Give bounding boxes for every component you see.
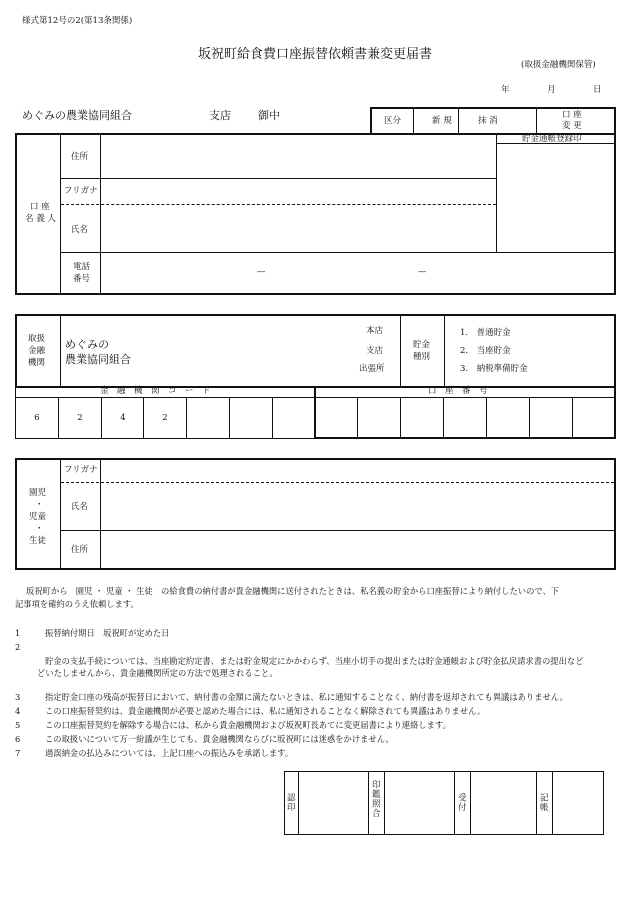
account-holder-box xyxy=(15,133,616,295)
addressee-suffix: 御中 xyxy=(258,109,280,122)
request-text-line2: 記事項を確約のうえ依頼します。 xyxy=(15,599,139,609)
student-label-1: 園児 xyxy=(29,488,47,498)
holder-address-label: 住所 xyxy=(71,152,89,162)
addressee-bank: めぐみの農業協同組合 xyxy=(22,109,132,122)
student-label-2: ・ xyxy=(35,500,44,510)
seal-label: 貯金通帳登録印 xyxy=(522,134,582,144)
student-label-3: 児童 xyxy=(29,512,47,522)
date-day-label: 日 xyxy=(593,85,602,95)
category-change-bottom[interactable]: 変 更 xyxy=(562,121,582,131)
bank-code-label: 金 融 機 関 コ ー ド xyxy=(100,386,211,396)
stamp-label-reception: 受付 xyxy=(456,793,467,812)
clause-number: 3 xyxy=(15,692,21,702)
clause-text: この取扱いについて万一紛議が生じても、貴金融機関ならびに坂祝町には迷惑をかけません。 xyxy=(45,734,394,744)
institution-label-2: 金融 xyxy=(28,346,46,356)
bank-code-digit: 6 xyxy=(34,413,40,423)
institution-branch: 支店 xyxy=(366,346,384,356)
clause-text: この口座振替契約を解除する場合には、私から貴金融機関および坂祝町長あてに変更届書により連絡します。 xyxy=(45,720,451,730)
clause-number: 7 xyxy=(15,748,21,758)
clause-text: 振替納付期日 坂祝町が定めた日 xyxy=(45,628,170,638)
student-address-label: 住所 xyxy=(71,545,89,555)
student-name-label: 氏名 xyxy=(71,502,89,512)
clause-number: 5 xyxy=(15,720,21,730)
savings-type-option[interactable]: 3. 納税準備貯金 xyxy=(460,364,528,374)
savings-type-label-1: 貯金 xyxy=(413,340,431,350)
institution-name-1: めぐみの xyxy=(65,338,109,351)
clause-number: 2 xyxy=(15,642,21,652)
phone-separator-2: — xyxy=(418,267,427,277)
category-cancel[interactable]: 抹 消 xyxy=(478,116,498,126)
holder-name-label: 氏名 xyxy=(71,225,89,235)
clause-text: 指定貯金口座の残高が振替日において、納付書の金額に満たないときは、私に通知することなく、納付書を返却されても異議はありません。 xyxy=(45,692,568,702)
date-month-label: 月 xyxy=(547,85,556,95)
institution-label-1: 取扱 xyxy=(28,334,46,344)
clause-text: 過誤納金の払込みについては、上記口座への振込みを承諾します。 xyxy=(45,748,294,758)
holder-phone-label-bottom: 番号 xyxy=(73,274,91,284)
student-box xyxy=(15,458,616,570)
institution-name-2: 農業協同組合 xyxy=(65,353,131,366)
student-furigana-label: フリガナ xyxy=(64,465,98,475)
stamp-label-entry: 記帳 xyxy=(538,793,549,812)
savings-type-option[interactable]: 2. 当座貯金 xyxy=(460,346,511,356)
category-label: 区分 xyxy=(384,116,402,126)
keep-note: (取扱金融機関保管) xyxy=(521,60,596,70)
date-year-label: 年 xyxy=(501,85,510,95)
savings-type-label-2: 種別 xyxy=(413,352,431,362)
phone-separator-1: — xyxy=(257,267,266,277)
holder-label-bottom: 名 義 人 xyxy=(25,214,56,224)
category-change-top[interactable]: 口 座 xyxy=(562,110,582,120)
request-text-line1: 坂祝町から 園児 ・ 児童 ・ 生徒 の給食費の納付書が貴金融機関に送付されたときは、私名義の貯金から口座振替により納付したいので、下 xyxy=(26,586,560,596)
addressee-branch: 支店 xyxy=(209,109,231,122)
holder-label-top: 口 座 xyxy=(30,202,50,212)
stamp-label-approval: 認印 xyxy=(285,793,296,812)
clause-number: 6 xyxy=(15,734,21,744)
student-label-4: ・ xyxy=(35,524,44,534)
page-title: 坂祝町給食費口座振替依頼書兼変更届書 xyxy=(197,47,432,62)
clause-text: 貯金の支払手続については、当座勘定約定書、または貯金規定にかかわらず、当座小切手の提出または貯金通帳および貯金払戻請求書の提出など xyxy=(45,656,584,666)
clause-number: 4 xyxy=(15,706,21,716)
account-number-label: 口 座 番 号 xyxy=(428,386,488,396)
clause-number: 1 xyxy=(15,628,21,638)
holder-furigana-label: フリガナ xyxy=(64,186,98,196)
institution-office: 出張所 xyxy=(359,364,385,374)
stamp-table xyxy=(284,771,604,835)
form-number: 様式第12号の2(第13条関係) xyxy=(22,16,133,26)
stamp-label-seal-check: 印鑑照合 xyxy=(370,780,381,818)
institution-label-3: 機関 xyxy=(28,358,46,368)
savings-type-option[interactable]: 1. 普通貯金 xyxy=(460,328,511,338)
institution-head-office: 本店 xyxy=(366,326,384,336)
category-new[interactable]: 新 規 xyxy=(432,116,452,126)
bank-code-digit: 2 xyxy=(77,413,83,423)
clause-text: この口座振替契約は、貴金融機関が必要と認めた場合には、私に通知されることなく解除されても異議はありません。 xyxy=(45,706,486,716)
holder-phone-label-top: 電話 xyxy=(73,262,91,272)
bank-code-digit: 4 xyxy=(120,413,126,423)
student-label-5: 生徒 xyxy=(29,536,47,546)
clause-text: どいたしませんから、貴金融機関所定の方法で処理されること。 xyxy=(37,668,278,678)
bank-code-digit: 2 xyxy=(162,413,168,423)
